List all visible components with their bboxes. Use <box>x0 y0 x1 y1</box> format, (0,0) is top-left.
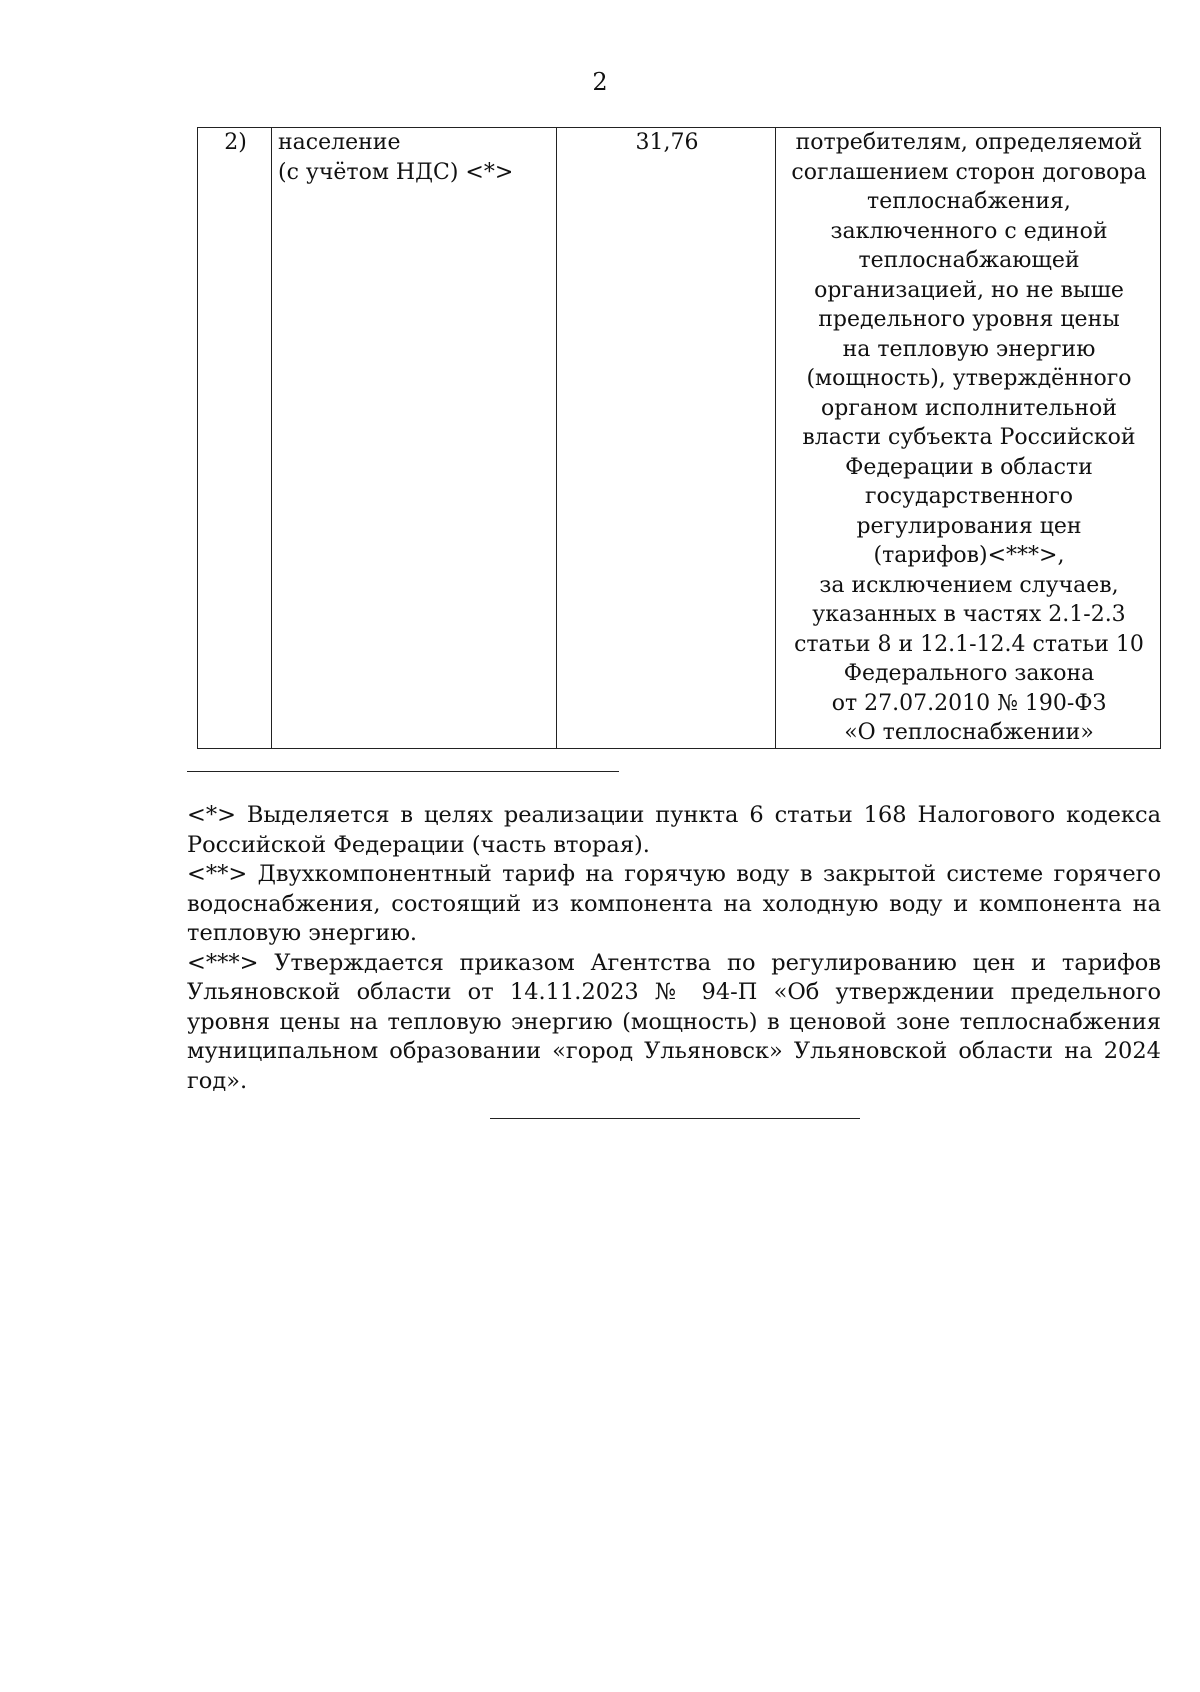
note-line: теплоснабжения, <box>867 189 1071 214</box>
note-line: Федерального закона <box>843 661 1095 686</box>
note-line: заключенного с единой <box>830 218 1108 244</box>
note-line: органом исполнительной <box>821 395 1117 421</box>
footnotes <box>187 801 1161 1096</box>
footnote: <**> Двухкомпонентный тариф на горячую воду в закрытой системе горячего водоснабжения, состоящий из компонента на холодную воду и компонента на тепловую энергию. <box>187 861 1161 946</box>
footnote: <***> Утверждается приказом Агентства по регулированию цен и тарифов Ульяновской области от 14.11.2023 № 94-П «Об утверждении предельного уровня цены на тепловую энергию (мощность) в ценовой зоне теплоснабжения муниципальном образовании «город Ульяновск» Ульяновской области на 2024 год». <box>187 949 1161 1094</box>
note-line: регулирования цен <box>856 513 1082 539</box>
note-line: от 27.07.2010 № 190-ФЗ <box>831 690 1107 716</box>
note-line: предельного уровня цены <box>818 307 1120 332</box>
tariff-table <box>197 127 1161 749</box>
note-line: соглашением сторон договора <box>791 159 1147 185</box>
note-line: (тарифов)<***>, <box>873 543 1065 568</box>
footnote-separator <box>187 771 619 772</box>
note-line: организацией, но не выше <box>814 277 1124 303</box>
note-line: «О теплоснабжении» <box>844 720 1094 745</box>
note-line: статьи 8 и 12.1-12.4 статьи 10 <box>794 631 1144 657</box>
page-number: 2 <box>592 68 608 96</box>
note-line: государственного <box>864 484 1074 509</box>
note-line: потребителям, определяемой <box>795 130 1143 155</box>
tariff-value: 31,76 <box>557 128 776 749</box>
end-separator <box>490 1118 860 1119</box>
tariff-note-cell <box>776 128 1161 749</box>
note-line: за исключением случаев, <box>819 572 1119 598</box>
table-row <box>198 128 1161 749</box>
note-line: (мощность), утверждённого <box>806 366 1132 391</box>
footnote: <*> Выделяется в целях реализации пункта 6 статьи 168 Налогового кодекса Российской Федерации (часть вторая). <box>187 802 1161 858</box>
note-line: теплоснабжающей <box>858 248 1080 273</box>
note-line: власти субъекта Российской <box>802 425 1136 450</box>
row-number: 2) <box>198 128 272 749</box>
note-line: на тепловую энергию <box>842 336 1096 362</box>
consumer-category-line: население <box>278 130 401 155</box>
note-line: указанных в частях 2.1-2.3 <box>812 602 1126 627</box>
note-line: Федерации в области <box>845 454 1093 480</box>
consumer-category-line: (с учётом НДС) <*> <box>278 159 514 185</box>
consumer-category-cell <box>272 128 557 749</box>
